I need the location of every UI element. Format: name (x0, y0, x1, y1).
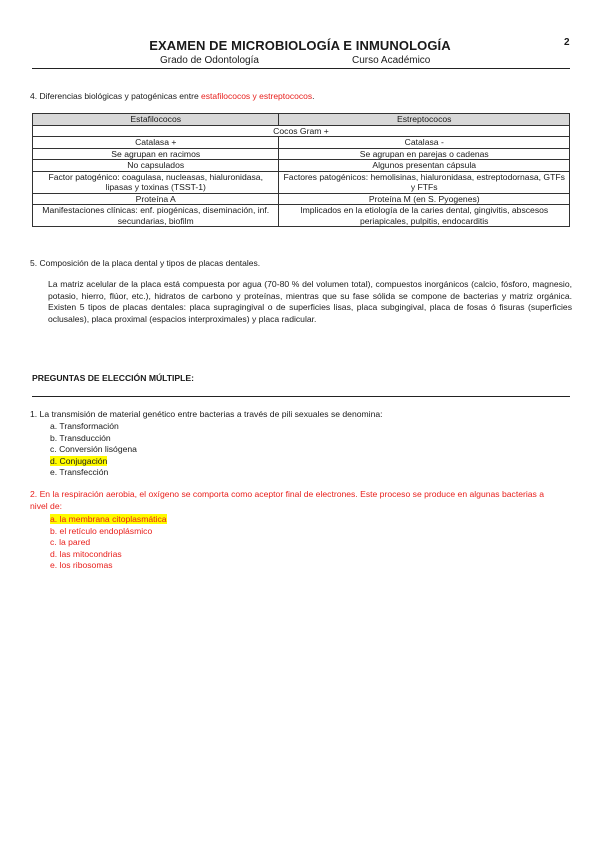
table-cell-shared: Cocos Gram + (33, 125, 570, 137)
table-cell: Manifestaciones clínicas: enf. piogénicas, diseminación, inf. secundarias, biofilm (33, 205, 279, 227)
option-label-highlighted: d. Conjugación (50, 455, 108, 466)
option-a (50, 421, 137, 433)
table-cell: No capsulados (33, 160, 279, 172)
option-label-highlighted: a. la membrana citoplasmática (50, 514, 167, 524)
option-label: e. los ribosomas (50, 560, 113, 571)
table-cell: Factor patogénico: coagulasa, nucleasas, hialuronidasa, lipasas y toxinas (TSST-1) (33, 171, 279, 193)
table-row (33, 148, 570, 160)
table-row (33, 205, 570, 227)
exam-title: EXAMEN DE MICROBIOLOGÍA E INMUNOLOGÍA (149, 38, 451, 53)
mc-question-2-number: 2. (30, 489, 38, 499)
degree-label: Grado de Odontología (160, 55, 259, 66)
comparison-table (32, 113, 570, 227)
multiple-choice-divider (32, 396, 570, 397)
question-5: 5. Composición de la placa dental y tipos de placas dentales. (30, 258, 261, 268)
option-b (50, 526, 167, 538)
option-b (50, 433, 137, 445)
question-4 (30, 91, 314, 101)
table-cell: Se agrupan en parejas o cadenas (279, 148, 570, 160)
mc-question-2-text: En la respiración aerobia, el oxígeno se comporta como aceptor final de electrones. Este proceso se produce en algunas bacterias a nivel de: (30, 489, 545, 511)
table-cell: Proteína M (en S. Pyogenes) (279, 193, 570, 205)
table-header-row (33, 114, 570, 126)
question-4-suffix: . (312, 91, 315, 101)
table-row (33, 125, 570, 137)
option-label: a. Transformación (50, 421, 119, 431)
table-cell: Catalasa + (33, 137, 279, 149)
table-cell: Algunos presentan cápsula (279, 160, 570, 172)
table-cell: Proteína A (33, 193, 279, 205)
question-4-highlight: estafilococos y estreptococos (201, 91, 313, 101)
table-header-staph: Estafilococos (33, 114, 279, 126)
page-number: 2 (564, 37, 570, 48)
option-label: c. la pared (50, 537, 91, 548)
mc-question-1: 1. La transmisión de material genético entre bacterias a través de pili sexuales se denomina: (30, 409, 383, 419)
option-label: b. Transducción (50, 432, 111, 443)
table-row (33, 193, 570, 205)
mc-question-1-options (50, 421, 137, 479)
multiple-choice-heading: PREGUNTAS DE ELECCIÓN MÚLTIPLE: (32, 373, 195, 383)
header-divider (32, 68, 570, 69)
table-row (33, 171, 570, 193)
mc-question-2-options (50, 514, 167, 572)
table-header-strep: Estreptococos (279, 114, 570, 126)
table-row (33, 137, 570, 149)
course-label: Curso Académico (352, 55, 431, 66)
question-5-answer: La matriz acelular de la placa está compuesta por agua (70-80 % del volumen total), compuestos inorgánicos (calcio, fósforo, magnesio, potasio, hierro, flúor, etc.), hidratos de carbono y proteínas, mientras que su fase sólida se compone de bacterias y matriz orgánica. Existen 5 tipos de placas dentales: placa supragingival o de superficies lisas, placa subgingival, placa de fosas ó fisuras (superficies oclusales), placa proximal (espacios interproximales) y placa radicular. (48, 279, 572, 324)
table-cell: Factores patogénicos: hemolisinas, hialuronidasa, estreptodornasa, GTFs y FTFs (279, 171, 570, 193)
option-d (50, 549, 167, 561)
option-label: b. el retículo endoplásmico (50, 525, 153, 536)
option-d-correct (50, 456, 137, 468)
option-label: e. Transfección (50, 467, 109, 478)
option-label: c. Conversión lisógena (50, 444, 137, 455)
option-e (50, 560, 167, 572)
table-cell: Se agrupan en racimos (33, 148, 279, 160)
table-cell: Implicados en la etiología de la caries dental, gingivitis, abscesos periapicales, pulpitis, endocarditis (279, 205, 570, 227)
option-a-correct (50, 514, 167, 526)
question-4-prefix: 4. Diferencias biológicas y patogénicas entre (30, 91, 202, 101)
table-cell: Catalasa - (279, 137, 570, 149)
mc-question-2 (30, 489, 550, 512)
table-row (33, 160, 570, 172)
option-e (50, 467, 137, 479)
option-c (50, 444, 137, 456)
option-c (50, 537, 167, 549)
option-label: d. las mitocondrias (50, 548, 122, 559)
